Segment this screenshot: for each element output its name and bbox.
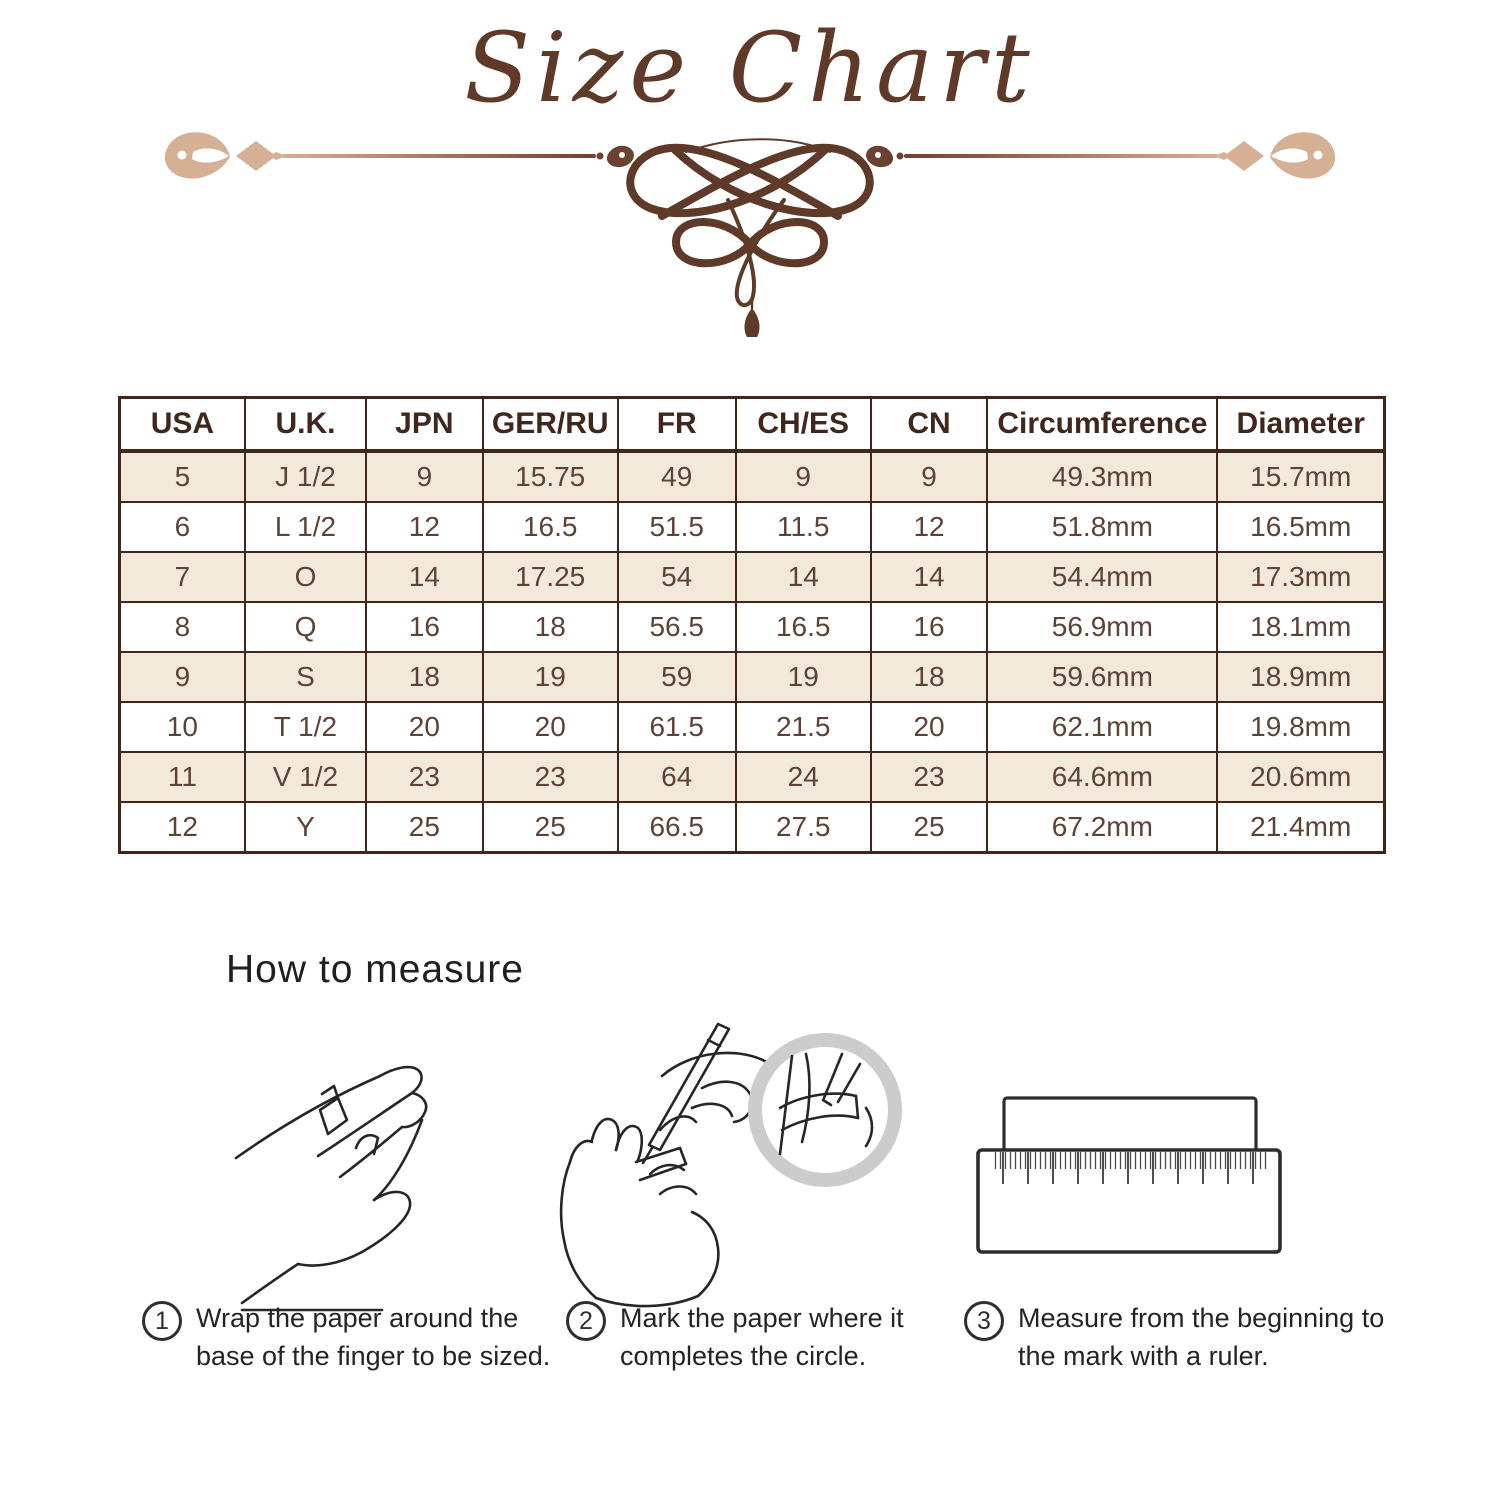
table-cell: 14: [871, 552, 987, 602]
table-cell: V 1/2: [245, 752, 366, 802]
table-row: [120, 602, 1385, 652]
table-cell: 14: [736, 552, 871, 602]
table-cell: 64: [618, 752, 736, 802]
column-header: GER/RU: [483, 398, 618, 452]
table-cell: 23: [871, 752, 987, 802]
table-cell: 54: [618, 552, 736, 602]
table-cell: 49: [618, 451, 736, 502]
table-cell: 16: [366, 602, 482, 652]
table-row: [120, 702, 1385, 752]
step1-number-badge: 1: [142, 1301, 182, 1341]
step1-caption-line1: Wrap the paper around the: [196, 1303, 519, 1333]
step2-hands-pen-illustration: [540, 1012, 910, 1317]
table-cell: 9: [871, 451, 987, 502]
step1-caption: [142, 1299, 550, 1375]
table-cell: 16.5mm: [1217, 502, 1384, 552]
table-cell: 18.1mm: [1217, 602, 1384, 652]
table-cell: 54.4mm: [987, 552, 1217, 602]
step3-ruler-illustration: [958, 1072, 1313, 1282]
table-cell: 14: [366, 552, 482, 602]
table-cell: 25: [871, 802, 987, 853]
table-cell: 56.5: [618, 602, 736, 652]
column-header: USA: [120, 398, 245, 452]
table-cell: 16: [871, 602, 987, 652]
table-cell: L 1/2: [245, 502, 366, 552]
table-cell: 18: [871, 652, 987, 702]
magnifier-circle-icon: [755, 1040, 895, 1180]
table-cell: S: [245, 652, 366, 702]
table-cell: 51.8mm: [987, 502, 1217, 552]
step2-caption-line2: completes the circle.: [620, 1341, 867, 1371]
table-cell: 66.5: [618, 802, 736, 853]
table-cell: 59.6mm: [987, 652, 1217, 702]
table-cell: 19: [483, 652, 618, 702]
table-row: [120, 802, 1385, 853]
page-title: Size Chart: [464, 12, 1036, 124]
column-header: JPN: [366, 398, 482, 452]
table-cell: 16.5: [736, 602, 871, 652]
table-cell: 11: [120, 752, 245, 802]
table-cell: 21.5: [736, 702, 871, 752]
table-cell: 11.5: [736, 502, 871, 552]
step3-caption-line2: the mark with a ruler.: [1018, 1341, 1269, 1371]
table-cell: 49.3mm: [987, 451, 1217, 502]
table-cell: 62.1mm: [987, 702, 1217, 752]
table-cell: J 1/2: [245, 451, 366, 502]
table-cell: 19: [736, 652, 871, 702]
ring-size-table: [118, 396, 1386, 854]
table-cell: 51.5: [618, 502, 736, 552]
table-header-row: [120, 398, 1385, 452]
table-cell: 15.7mm: [1217, 451, 1384, 502]
table-cell: 8: [120, 602, 245, 652]
table-cell: 5: [120, 451, 245, 502]
table-cell: 12: [120, 802, 245, 853]
step1-hand-paper-illustration: [232, 1040, 562, 1320]
step3-caption: [964, 1299, 1384, 1375]
table-row: [120, 451, 1385, 502]
table-cell: O: [245, 552, 366, 602]
step2-caption: [566, 1299, 904, 1375]
table-row: [120, 552, 1385, 602]
table-row: [120, 652, 1385, 702]
table-cell: 18.9mm: [1217, 652, 1384, 702]
decorative-flourish-icon: [130, 122, 1370, 337]
table-cell: 20: [871, 702, 987, 752]
step1-caption-line2: base of the finger to be sized.: [196, 1341, 551, 1371]
table-cell: 27.5: [736, 802, 871, 853]
table-cell: 59: [618, 652, 736, 702]
table-cell: 18: [483, 602, 618, 652]
ruler-minor-ticks: [992, 1152, 1268, 1170]
table-cell: 20.6mm: [1217, 752, 1384, 802]
table-cell: 23: [483, 752, 618, 802]
table-cell: 6: [120, 502, 245, 552]
table-cell: 17.3mm: [1217, 552, 1384, 602]
table-cell: 64.6mm: [987, 752, 1217, 802]
center-swirl-icon: [630, 139, 869, 337]
table-cell: 25: [483, 802, 618, 853]
how-to-measure-heading: How to measure: [226, 948, 524, 991]
table-cell: 24: [736, 752, 871, 802]
table-cell: Y: [245, 802, 366, 853]
table-cell: 23: [366, 752, 482, 802]
right-rule-ornament-icon: [866, 132, 1335, 178]
table-cell: T 1/2: [245, 702, 366, 752]
table-cell: 16.5: [483, 502, 618, 552]
table-cell: 15.75: [483, 451, 618, 502]
table-cell: 9: [120, 652, 245, 702]
table-cell: Q: [245, 602, 366, 652]
left-rule-ornament-icon: [165, 132, 634, 178]
table-cell: 25: [366, 802, 482, 853]
table-cell: 18: [366, 652, 482, 702]
column-header: CN: [871, 398, 987, 452]
table-cell: 9: [366, 451, 482, 502]
column-header: CH/ES: [736, 398, 871, 452]
table-cell: 10: [120, 702, 245, 752]
table-cell: 9: [736, 451, 871, 502]
step2-caption-line1: Mark the paper where it: [620, 1303, 904, 1333]
table-row: [120, 752, 1385, 802]
table-cell: 67.2mm: [987, 802, 1217, 853]
table-cell: 19.8mm: [1217, 702, 1384, 752]
column-header: FR: [618, 398, 736, 452]
column-header: Circumference: [987, 398, 1217, 452]
table-row: [120, 502, 1385, 552]
table-cell: 56.9mm: [987, 602, 1217, 652]
column-header: Diameter: [1217, 398, 1384, 452]
table-cell: 21.4mm: [1217, 802, 1384, 853]
table-cell: 20: [366, 702, 482, 752]
table-cell: 7: [120, 552, 245, 602]
table-cell: 20: [483, 702, 618, 752]
table-cell: 12: [871, 502, 987, 552]
step3-number-badge: 3: [964, 1301, 1004, 1341]
step3-caption-line1: Measure from the beginning to: [1018, 1303, 1385, 1333]
table-cell: 61.5: [618, 702, 736, 752]
table-cell: 17.25: [483, 552, 618, 602]
step2-number-badge: 2: [566, 1301, 606, 1341]
table-cell: 12: [366, 502, 482, 552]
column-header: U.K.: [245, 398, 366, 452]
